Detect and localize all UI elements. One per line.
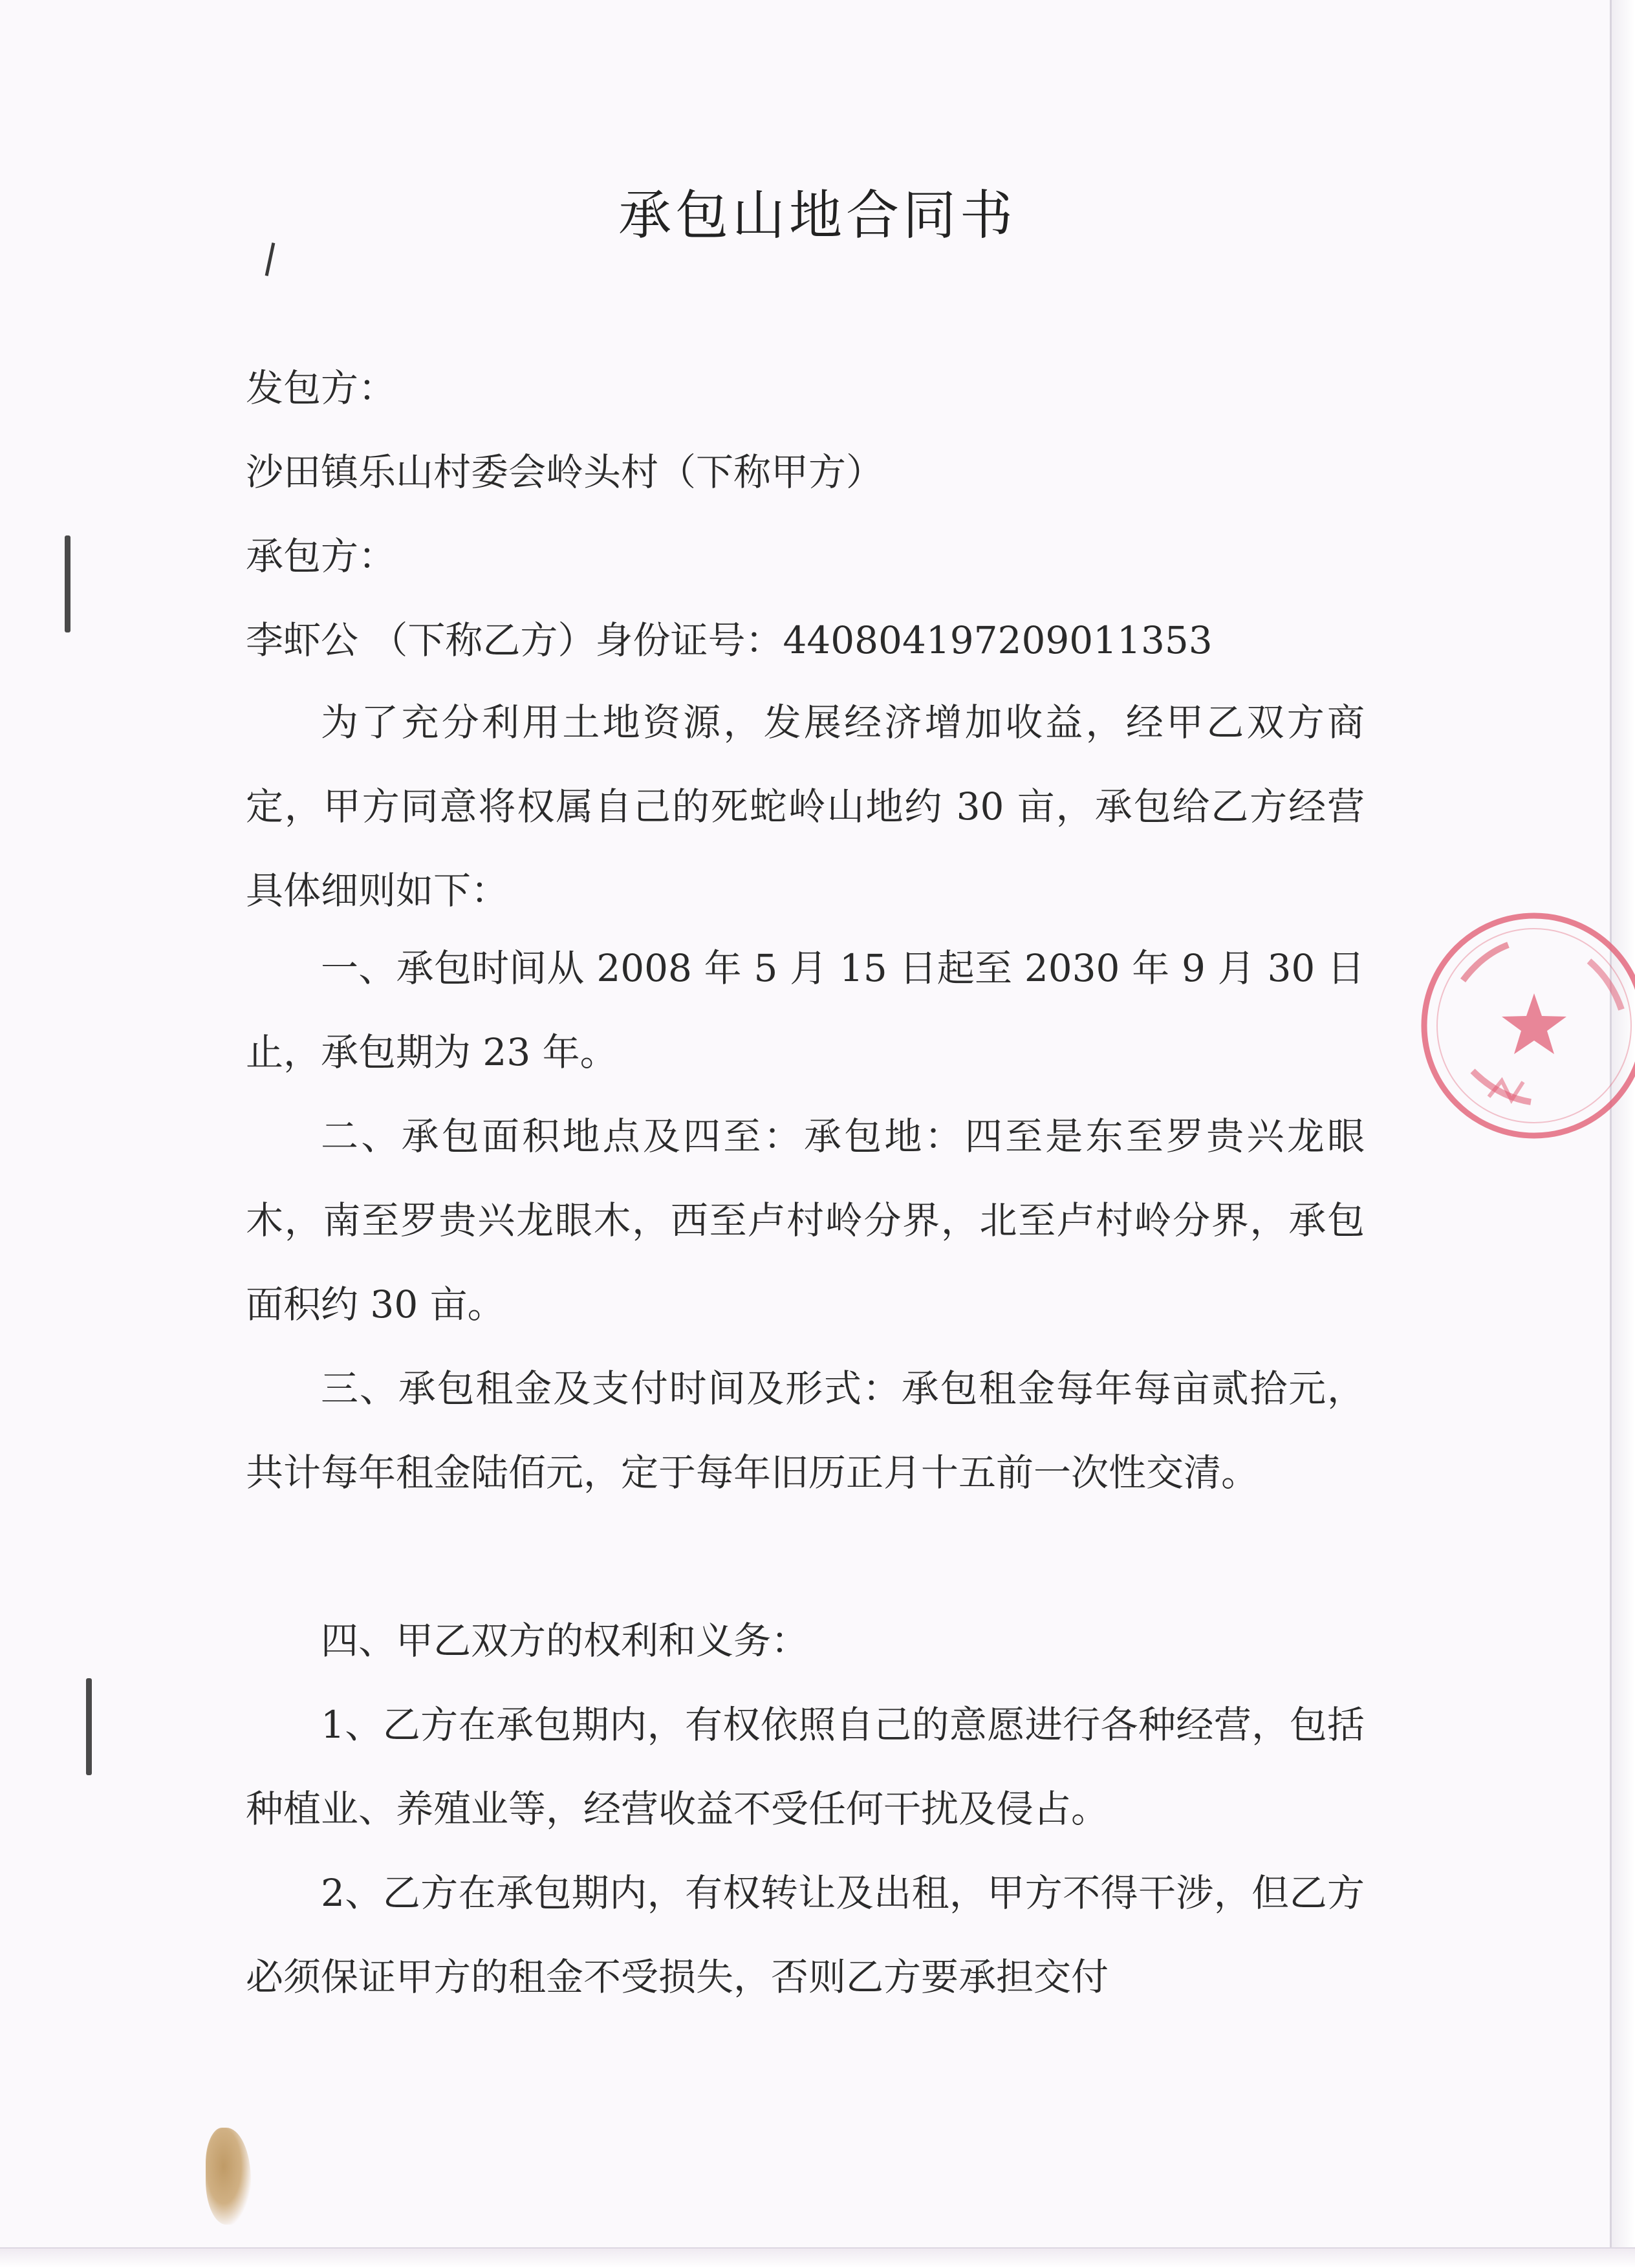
clause-boundaries: 二、承包面积地点及四至：承包地：四至是东至罗贵兴龙眼木，南至罗贵兴龙眼木，西至卢村岭分界，北至卢村岭分界，承包面积约 30 亩。 — [246, 1114, 1365, 1326]
party-a-name: 沙田镇乐山村委会岭头村（下称甲方） — [246, 450, 884, 494]
document-title: 承包山地合同书 — [618, 185, 1017, 246]
party-b-name-id: 李虾公 （下称乙方）身份证号：440804197209011353 — [246, 618, 1213, 662]
clause-rights-2: 2、乙方在承包期内，有权转让及出租，甲方不得干涉，但乙方必须保证甲方的租金不受损失，否则乙方要承担交付 — [246, 1871, 1365, 1999]
party-b-label: 承包方： — [246, 534, 396, 578]
stain-mark — [206, 2128, 251, 2225]
clause-term: 一、承包时间从 2008 年 5 月 15 日起至 2030 年 9 月 30 日止，承包期为 23 年。 — [246, 946, 1365, 1074]
paper-edge — [0, 2247, 1635, 2268]
staple-mark — [86, 1678, 92, 1775]
official-seal — [1411, 903, 1635, 1149]
clause-rights-1: 1、乙方在承包期内，有权依照自己的意愿进行各种经营，包括种植业、养殖业等，经营收益不受任何干扰及侵占。 — [246, 1703, 1365, 1831]
clause-rent: 三、承包租金及支付时间及形式：承包租金每年每亩贰拾元，共计每年租金陆佰元，定于每年旧历正月十五前一次性交清。 — [246, 1366, 1365, 1495]
clause-rights-heading: 四、甲乙双方的权利和义务： — [321, 1619, 809, 1663]
preamble-paragraph: 为了充分利用土地资源，发展经济增加收益，经甲乙双方商定，甲方同意将权属自己的死蛇岭山地约 30 亩，承包给乙方经营具体细则如下： — [246, 700, 1365, 913]
staple-mark — [65, 535, 70, 632]
party-a-label: 发包方： — [246, 366, 396, 410]
